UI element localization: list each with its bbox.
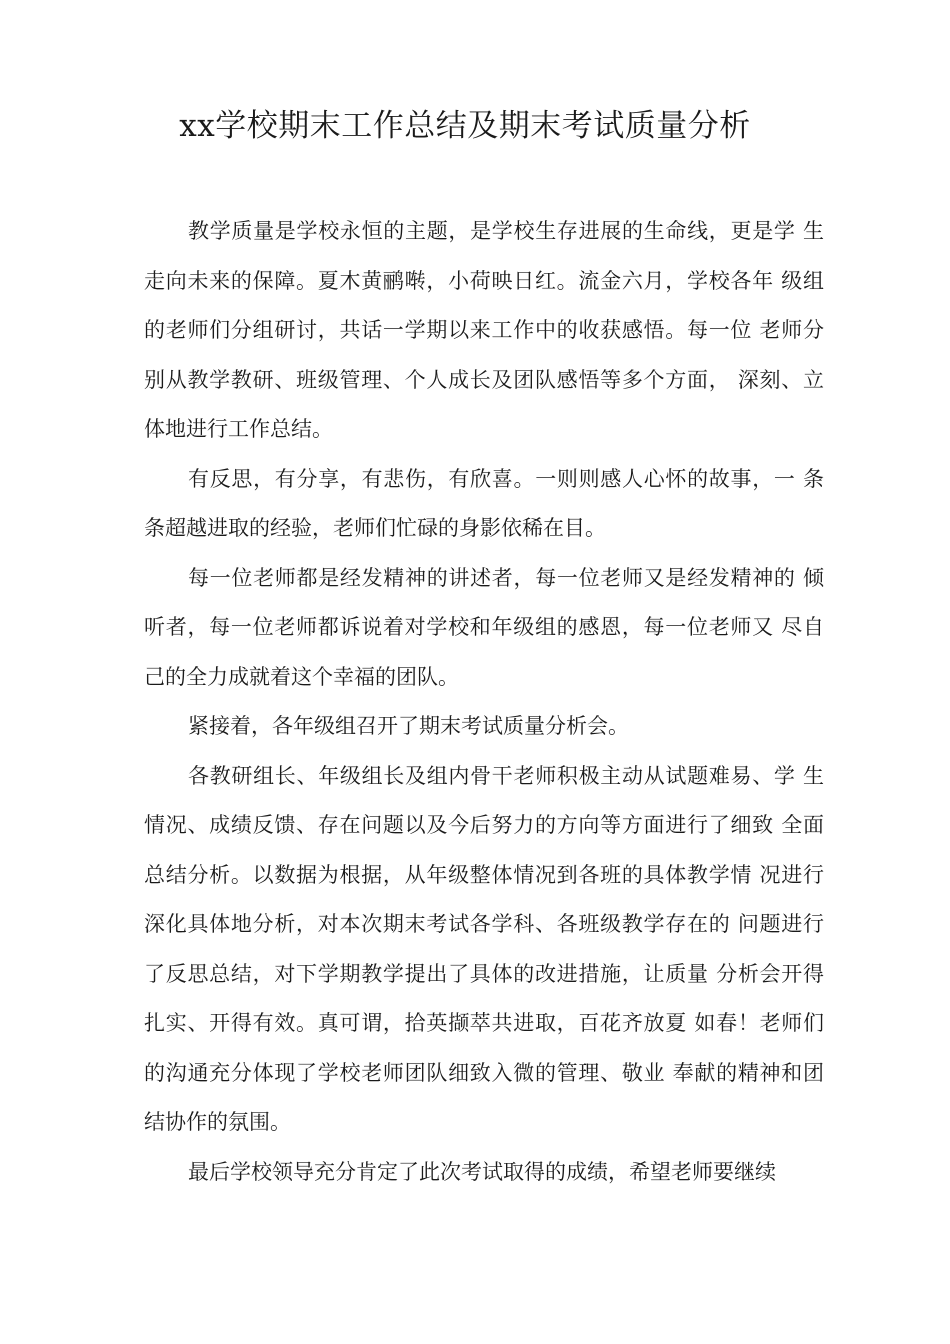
- paragraph: [144, 756, 824, 1152]
- text-line: 每一位老师都是经发精神的讲述者，每一位老师又是经发精神的 倾: [188, 565, 824, 590]
- text-line: 的沟通充分体现了学校老师团队细致入微的管理、敬业 奉献的精神和团: [144, 1060, 824, 1085]
- text-line: 结协作的氛围。: [144, 1110, 291, 1134]
- text-line: 了反思总结，对下学期教学提出了具体的改进措施，让质量 分析会开得: [144, 961, 824, 986]
- text-line: 己的全力成就着这个幸福的团队。: [144, 664, 459, 689]
- text-line: 教学质量是学校永恒的主题，是学校生存进展的生命线，更是学 生: [188, 219, 824, 243]
- text-line: 深化具体地分析，对本次期末考试各学科、各班级教学存在的 问题进行: [144, 912, 824, 936]
- text-line: 扎实、开得有效。真可谓，拾英撷萃共进取，百花齐放夏 如春！老师们: [144, 1011, 824, 1035]
- paragraph: [144, 211, 824, 459]
- text-line: 的老师们分组研讨，共话一学期以来工作中的收获感悟。每一位 老师分: [144, 318, 824, 342]
- text-line: 条超越进取的经验，老师们忙碌的身影依稀在目。: [144, 516, 606, 540]
- paragraph: [144, 1152, 824, 1202]
- text-line: 紧接着，各年级组召开了期末考试质量分析会。: [188, 714, 629, 738]
- text-line: 别从教学教研、班级管理、个人成长及团队感悟等多个方面， 深刻、立: [144, 367, 824, 392]
- document-title: xx学校期末工作总结及期末考试质量分析: [179, 108, 751, 144]
- document-body: [144, 211, 824, 1201]
- text-line: 走向未来的保障。夏木黄鹂啭，小荷映日红。流金六月，学校各年 级组: [144, 268, 824, 293]
- text-line: 体地进行工作总结。: [144, 417, 333, 441]
- text-line: 听者，每一位老师都诉说着对学校和年级组的感恩，每一位老师又 尽自: [144, 615, 824, 639]
- paragraph: [144, 459, 824, 558]
- paragraph: [144, 706, 824, 756]
- text-line: 最后学校领导充分肯定了此次考试取得的成绩，希望老师要继续: [188, 1159, 776, 1184]
- paragraph: [144, 558, 824, 707]
- text-line: 各教研组长、年级组长及组内骨干老师积极主动从试题难易、学 生: [188, 763, 824, 788]
- text-line: 情况、成绩反馈、存在问题以及今后努力的方向等方面进行了细致 全面: [144, 813, 824, 837]
- text-line: 总结分析。以数据为根据，从年级整体情况到各班的具体教学情 况进行: [144, 862, 824, 887]
- text-line: 有反思，有分享，有悲伤，有欣喜。一则则感人心怀的故事，一 条: [188, 466, 824, 491]
